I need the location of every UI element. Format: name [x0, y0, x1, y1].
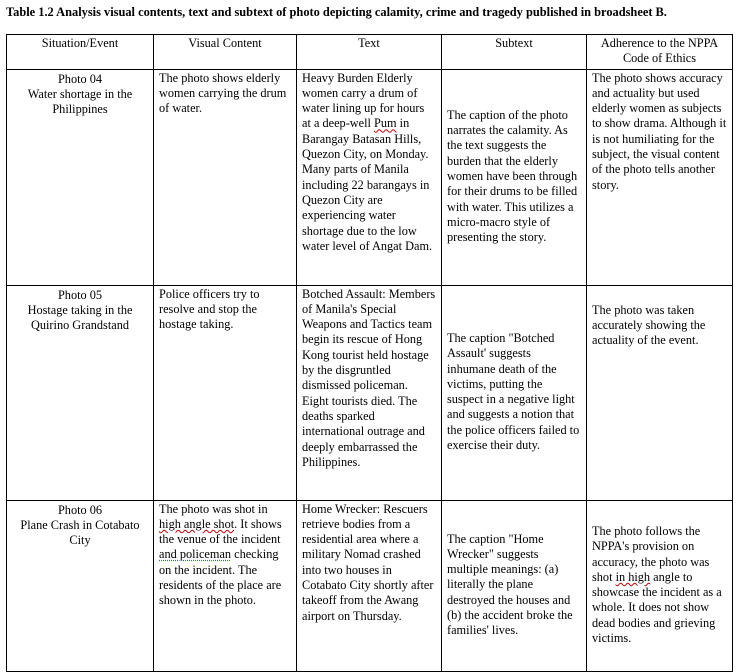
table-caption: Table 1.2 Analysis visual contents, text and subtext of photo depicting calamity, crime and tragedy published in broadsheet B.	[6, 5, 667, 19]
situation-cell	[7, 69, 154, 285]
visual-content-cell: Police officers try to resolve and stop the hostage taking.	[154, 285, 297, 500]
photo-label: Photo 04	[57, 71, 103, 86]
visual-content-cell	[154, 500, 297, 671]
header-visual-content: Visual Content	[154, 35, 297, 70]
text-part: Heavy Burden Elderly women carry a drum of water lining up for hours at a deep-well	[302, 70, 425, 131]
text-cell: Home Wrecker: Rescuers retrieve bodies from a residential area where a military Nomad crashed into two houses in Cotabato City shortly after takeoff from the Awang airport on Thursday.	[297, 500, 442, 671]
event-label: Water shortage in the Philippines	[27, 86, 133, 117]
table-row	[7, 500, 733, 671]
event-label: Hostage taking in the Quirino Grandstand	[27, 302, 133, 333]
text-cell: Botched Assault: Members of Manila's Special Weapons and Tactics team begin its rescue of Hong Kong tourist held hostage by the disgruntled dismissed policeman. Eight tourists died. The deaths sparked international outrage and deeply embarrassed the Philippines.	[297, 285, 442, 500]
table-row	[7, 285, 733, 500]
text-part: The photo was shot in	[159, 501, 268, 516]
header-text: Text	[297, 35, 442, 70]
text-part: . It shows the venue of the incident	[159, 516, 282, 547]
grammar-flag: and policeman	[159, 547, 232, 562]
event-label: Plane Crash in Cotabato City	[20, 517, 140, 548]
header-situation: Situation/Event	[7, 35, 154, 70]
situation-cell	[7, 500, 154, 671]
text-cell	[297, 69, 442, 285]
adherence-cell	[587, 285, 733, 500]
text-part: in Barangay Batasan Hills, Quezon City, on Monday. Many parts of Manila including 22 barangays in Quezon City are experiencing water shortage due to the low water level of Angat Dam.	[302, 116, 433, 253]
subtext-cell: The caption "Botched Assault' suggests inhumane death of the victims, putting the suspect in a negative light and suggests a notion that the police officers failed to exercise their duty.	[442, 285, 587, 500]
header-adherence: Adherence to the NPPA Code of Ethics	[587, 35, 733, 70]
header-subtext: Subtext	[442, 35, 587, 70]
subtext-cell: The caption of the photo narrates the calamity. As the text suggests the burden that the elderly women have been through for their drums to be filled with water. This utilizes a micro-macro style of presenting the story.	[442, 69, 587, 285]
spellcheck-flag: Pum	[374, 116, 397, 131]
header-row	[7, 35, 733, 70]
text-part: The photo follows the NPPA's provision on accuracy, the photo was shot	[592, 523, 710, 584]
adherence-cell	[587, 500, 733, 671]
adherence-cell: The photo shows accuracy and actuality but used elderly women as subjects to show drama. Although it is not humiliating for the subject, the visual content of the photo tells another story.	[587, 69, 733, 285]
grammar-flag: in high	[615, 569, 651, 584]
table-row	[7, 69, 733, 285]
situation-cell	[7, 285, 154, 500]
grammar-flag: high angle shot	[159, 516, 235, 531]
photo-label: Photo 05	[57, 287, 103, 302]
subtext-cell: The caption "Home Wrecker" suggests multiple meanings: (a) literally the plane destroyed the houses and (b) the accident broke the families' lives.	[442, 500, 587, 671]
text-part: checking on the incident. The residents of the place are shown in the photo.	[159, 547, 282, 608]
photo-label: Photo 06	[57, 502, 103, 517]
adherence-text: The photo was taken accurately showing the actuality of the event.	[592, 302, 706, 348]
text-part: angle to showcase the incident as a whole. It does not show dead bodies and grieving victims.	[592, 569, 722, 645]
visual-content-cell: The photo shows elderly women carrying the drum of water.	[154, 69, 297, 285]
analysis-table	[6, 34, 733, 672]
